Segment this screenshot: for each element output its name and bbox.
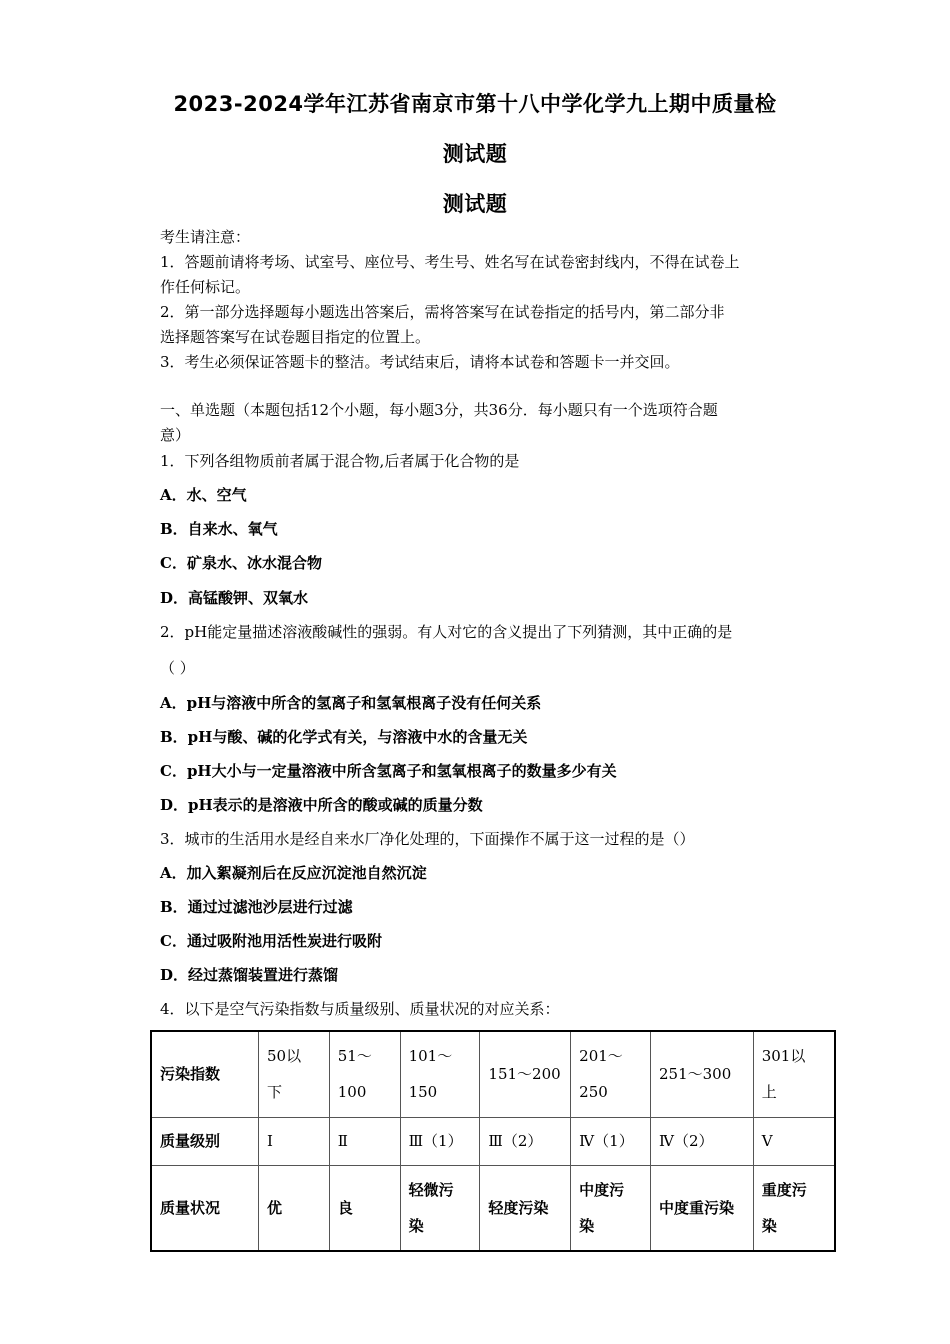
q3-option-d: D．经过蒸馏装置进行蒸馏 [160, 966, 339, 984]
table-cell: 轻度污染 [480, 1165, 571, 1251]
notice-item-2-line2: 选择题答案写在试卷题目指定的位置上。 [160, 328, 431, 346]
notice-item-2-line1: 2．第一部分选择题每小题选出答案后，需将答案写在试卷指定的括号内，第二部分非 [160, 303, 725, 321]
table-cell: 151～200 [480, 1031, 571, 1117]
q2-stem-line1: 2．pH能定量描述溶液酸碱性的强弱。有人对它的含义提出了下列猜测，其中正确的是 [160, 623, 733, 641]
q3-stem: 3．城市的生活用水是经自来水厂净化处理的，下面操作不属于这一过程的是（） [160, 830, 695, 848]
notice-item-3: 3．考生必须保证答题卡的整洁。考试结束后，请将本试卷和答题卡一并交回。 [160, 353, 680, 371]
q2-option-a: A．pH与溶液中所含的氢离子和氢氧根离子没有任何关系 [160, 694, 542, 712]
doc-title-line3: 测试题 [442, 192, 508, 216]
table-cell: Ⅳ（1） [571, 1117, 651, 1165]
table-row-label: 质量状况 [151, 1165, 258, 1251]
q2-stem-line2: （ ） [160, 659, 195, 677]
table-cell: Ⅰ [258, 1117, 329, 1165]
section-heading-line1: 一、单选题（本题包括12个小题，每小题3分，共36分．每小题只有一个选项符合题 [160, 401, 718, 419]
q2-option-d: D．pH表示的是溶液中所含的酸或碱的质量分数 [160, 796, 483, 814]
table-cell: 重度污 染 [753, 1165, 835, 1251]
q1-option-c: C．矿泉水、冰水混合物 [160, 554, 322, 572]
table-row-quality-status [151, 1165, 835, 1251]
q4-stem: 4．以下是空气污染指数与质量级别、质量状况的对应关系： [160, 1000, 560, 1018]
table-cell: 251～300 [651, 1031, 754, 1117]
q3-option-b: B．通过过滤池沙层进行过滤 [160, 898, 353, 916]
notice-item-1-line1: 1．答题前请将考场、试室号、座位号、考生号、姓名写在试卷密封线内，不得在试卷上 [160, 253, 740, 271]
table-cell: 轻微污 染 [400, 1165, 480, 1251]
table-cell: 中度重污染 [651, 1165, 754, 1251]
doc-title-line1: 2023-2024学年江苏省南京市第十八中学化学九上期中质量检 [173, 92, 777, 116]
table-cell: 50以 下 [258, 1031, 329, 1117]
notice-item-1-line2: 作任何标记。 [160, 278, 251, 296]
table-cell: Ⅲ（2） [480, 1117, 571, 1165]
q1-option-b: B．自来水、氧气 [160, 520, 278, 538]
q2-option-b: B．pH与酸、碱的化学式有关，与溶液中水的含量无关 [160, 728, 528, 746]
table-row-label: 污染指数 [151, 1031, 258, 1117]
air-quality-table [150, 1030, 836, 1252]
table-row-quality-level [151, 1117, 835, 1165]
table-cell: Ⅲ（1） [400, 1117, 480, 1165]
q3-option-c: C．通过吸附池用活性炭进行吸附 [160, 932, 382, 950]
section-heading-line2: 意） [160, 426, 191, 444]
q2-option-c: C．pH大小与一定量溶液中所含氢离子和氢氧根离子的数量多少有关 [160, 762, 617, 780]
q3-option-a: A．加入絮凝剂后在反应沉淀池自然沉淀 [160, 864, 427, 882]
table-cell: 优 [258, 1165, 329, 1251]
doc-title-line2: 测试题 [442, 142, 508, 166]
table-cell: Ⅴ [753, 1117, 835, 1165]
table-cell: Ⅱ [329, 1117, 400, 1165]
table-cell: 中度污 染 [571, 1165, 651, 1251]
table-cell: 51～ 100 [329, 1031, 400, 1117]
q1-option-a: A．水、空气 [160, 486, 247, 504]
table-row-label: 质量级别 [151, 1117, 258, 1165]
table-cell: 良 [329, 1165, 400, 1251]
table-row-pollution-index [151, 1031, 835, 1117]
table-cell: 301以 上 [753, 1031, 835, 1117]
q1-stem: 1．下列各组物质前者属于混合物,后者属于化合物的是 [160, 452, 520, 470]
q1-option-d: D．高锰酸钾、双氧水 [160, 589, 309, 607]
table-cell: 101～ 150 [400, 1031, 480, 1117]
table-cell: Ⅳ（2） [651, 1117, 754, 1165]
table-cell: 201～ 250 [571, 1031, 651, 1117]
notice-heading: 考生请注意： [160, 228, 251, 246]
